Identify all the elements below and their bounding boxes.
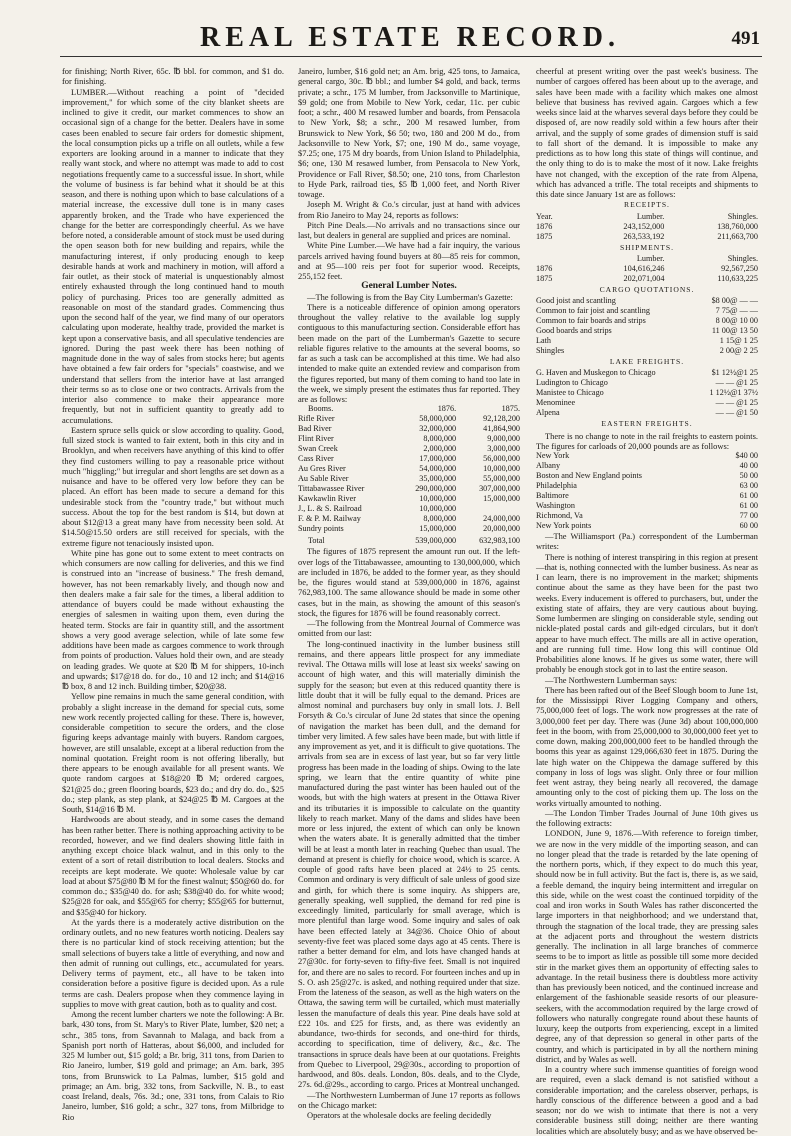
table-cell: Common to fair joist and scantling: [536, 306, 650, 315]
table-cell: 77 00: [739, 511, 758, 520]
table-row: [536, 451, 758, 461]
table-header-cell: Year.: [536, 211, 553, 221]
table-row: [536, 346, 758, 356]
table-cell: 2 00@ 2 25: [719, 346, 758, 355]
table-cell: 8,000,000: [423, 514, 457, 524]
column-1: [62, 66, 284, 1122]
section-heading: General Lumber Notes.: [361, 281, 457, 292]
table-cell: — — @1 25: [715, 398, 758, 408]
table-row: [298, 444, 520, 454]
table-row: [536, 521, 758, 531]
shipments-table: [536, 254, 758, 284]
paragraph: Pitch Pine Deals.—No arrivals and no transactions since our last, but dealers in general are supplied and prices are nominal.: [298, 219, 520, 240]
paragraph: There is nothing of interest transpiring in this region at present—that is, nothing connected with the lumber business. As near as I can learn, there is no improvement in the market; shipments continue about the same as they have been for the past two weeks. Every inducement is offered to purchasers, but, under the existing state of affairs, they are very cautious about buying. Some lumbermen are slinging on considerable style, sending out nickle-plated postal cards and gilt-edged circulars, but it don't appear to have much effect. The mills are all in active operation, and are running full time. How long this will continue Old Probabilities alone knows. If he gives us some water, there will probably be enough stock got in to last the entire season.: [536, 551, 758, 675]
paragraph: Among the recent lumber charters we note the following: A Br. bark, 430 tons, from St. Mary's to River Plate, lumber, $20 net; a schr., 385 tons, from Savannah to Malaga, and back from a Spanish port north of Hatteras, about $6,000, and included for 325 M lumber out, $15 gold; a Br. brig, 311 tons, from Darien to Rio Janeiro, lumber, $19 gold and primage; an Am. bark, 395 tons, from Brunswick to La Palmas, lumber, $15 gold and primage; an Am. brig, 332 tons, from Sackville, N. B., to east coast Ireland, deals, 76s. 3d.; one, 331 tons, from Calais to Rio Janeiro, lumber, $16 gold; a schr., 327 tons, from Milbridge to Rio: [62, 1009, 284, 1122]
table-row: [536, 511, 758, 521]
table-cell: Richmond, Va: [536, 511, 583, 520]
table-row: [298, 434, 520, 444]
table-cell: Au Gres River: [298, 464, 346, 474]
paragraph: Operators at the wholesale docks are feeling decidedly: [307, 1110, 492, 1120]
table-cell: New York points: [536, 521, 592, 530]
table-row: [536, 461, 758, 471]
table-row: [536, 232, 758, 242]
lake-table-body: [536, 368, 758, 418]
table-header-cell: 1875.: [501, 404, 520, 414]
cargo-table-body: [536, 296, 758, 356]
paragraph: —The London Timber Trades Journal of June 10th gives us the following extracts:: [536, 807, 758, 828]
table-cell: Swan Creek: [298, 444, 338, 454]
paragraph: —The following is from the Bay City Lumberman's Gazette:: [307, 291, 513, 302]
paragraph: —The following from the Montreal Journal of Commerce was omitted from our last:: [298, 618, 520, 639]
table-cell: 8 00@ 10 00: [715, 316, 758, 325]
paragraph: White Pine Lumber.—We have had a fair inquiry, the various parcels arrived having found buyers at 80—85 reis for common, and at 95—100 reis per foot for superior wood. Receipts, 255,152 feet.: [298, 240, 520, 281]
table-header-cell: Booms.: [308, 404, 334, 414]
table-cell: 61 00: [739, 501, 758, 510]
table-cell: Baltimore: [536, 491, 569, 500]
table-cell: 60 00: [739, 521, 758, 530]
paragraph: —The Northwestern Lumberman says:: [545, 674, 677, 685]
table-cell: [456, 504, 520, 514]
table-row: [298, 524, 520, 534]
cargo-table: [536, 296, 758, 356]
table-cell: 50 00: [739, 471, 758, 480]
paragraph: There has been rafted out of the Beef Slough boom to June 1st, for the Mississippi River Logging Company and others, 75,000,000 feet of logs. The work now progresses at the rate of 3,000,000 feet per day. There was (June 3d) about 100,000,000 feet in the boom, with from 25,000,000 to 30,000,000 feet yet to come down, making 200,000,000 feet to be handled through the booms this year as against 129,066,630 feet in 1875. During the late high water on the Chippewa the damage suffered by this company in loss of logs was slight. Only three or four million feet went astray, they being nearly all recovered, the damage amounting only to the cost of picking them up. The loss on the works virtually amounted to nothing.: [536, 684, 758, 808]
table-row: [298, 504, 520, 514]
table-row: [536, 222, 758, 232]
paragraph: Joseph M. Wright & Co.'s circular, just at hand with advices from Rio Janeiro to May 24, reports as follows:: [298, 199, 520, 220]
table-cell: J., L. & S. Railroad: [298, 504, 362, 514]
table-cell: 1876: [536, 263, 553, 273]
table-cell: 40 00: [739, 461, 758, 470]
table-row: [298, 484, 520, 494]
paragraph: cheerful at present writing over the past week's business. The number of cargoes offered has been about up to the average, and sales have been made with a facility which makes one almost believe that business has revived again. Cargoes which a few weeks since laid at the wharves several days before they could be disposed of, are now readily sold within a few hours after their arrival, and the supply of some grades of dimension stuff is said to fall short of the demand. It is impossible to make any predictions as to how long this state of things will continue, and the only thing to do is to make the most of it now. Lake freights have not changed, with the exception of the rate from Alpena, which has advanced a trifle. The total receipts and shipments to this date since January 1st are as follows:: [536, 66, 758, 199]
table-cell: Au Sable River: [298, 474, 349, 484]
table-cell: 10,000,000: [483, 464, 520, 474]
booms-table-body: [298, 414, 520, 534]
table-cell: 632,983,100: [479, 536, 520, 546]
table-cell: 92,128,200: [483, 414, 520, 424]
table-cell: 290,000,000: [415, 484, 457, 494]
table-total-row: [298, 534, 520, 546]
table-cell: Philadelphia: [536, 481, 577, 490]
lake-heading: LAKE FREIGHTS.: [609, 357, 685, 366]
receipts-table-body: [536, 222, 758, 242]
table-cell: $40 00: [735, 451, 758, 460]
table-cell: Albany: [536, 461, 561, 470]
table-cell: 32,000,000: [419, 424, 457, 434]
table-cell: Tittabawassee River: [298, 484, 365, 494]
table-cell: Alpena: [536, 408, 560, 418]
table-cell: 9,000,000: [487, 434, 520, 444]
paragraph: LONDON, June 9, 1876.—With reference to foreign timber, we are now in the very middle of the importing season, and can no longer plead that the trade is retarded by the late opening of the northern ports, which, if they expect to do much this year, should now be in full activity. But the fact is, there is, as we said, a feeble demand, the inquiry being intermittent and irregular on this side, while on the west coast the continued torpidity of the coal and iron works in South Wales has rather disconcerted the large importers in that neighborhood; and we understand that, through the stagnation of the local trade, they are pressing sales at the adjacent ports and throughout the western districts generally. The inclination in all large branches of commerce seems to be to import as little as possible till some more decided stir in the market gives them an opportunity of effecting sales to advantage. In the retail business there is doubtless more activity than has previously been noticed, and the continued increase and enlargement of the fashionable seaside resorts of our pleasure-seekers, with the accommodation required by the large crowd of followers who naturally congregate round about these haunts of luxury, keep the outports from experiencing, except in a limited degree, any of that depression so general in other parts of the country, and which is participated in by all the northern mining district, and by Wales as well.: [536, 828, 758, 1064]
paragraph: There is a noticeable difference of opinion among operators throughout the valley relative to the available log supply contiguous to this manufacturing section. Considerable effort has been made on the part of the Lumberman's Gazette to secure reliable figures relative to the amounts at the several booms, so far as such a task can be accomplished at this time. We had also intended to make quite an extended review and comparison from the figures reported, but many of them coming to hand too late in the week, we simply present the estimates thus far reported. They are as follows:: [298, 301, 520, 404]
table-cell: 35,000,000: [419, 474, 457, 484]
table-cell: 11 00@ 13 50: [711, 326, 758, 335]
table-cell: Manistee to Chicago: [536, 388, 604, 398]
table-header-cell: Lumber.: [636, 211, 665, 221]
eastern-table: [536, 451, 758, 531]
table-row: [536, 336, 758, 346]
table-cell: Washington: [536, 501, 575, 510]
paragraph: Hardwoods are about steady, and in some cases the demand has been rather better. There is nothing approaching activity to be recorded, however, and we find dealers showing little faith in anything except choice black walnut, and in this only to the extent of a sort of retail distribution to local dealers. Stocks and receipts are kept moderate. We quote: Wholesale value by car load at about $75@80 ℔ M for the finest walnut; $50@60 do. for common do.; $35@40 do. for ash; $38@40 do. for white wood; $25@28 for oak, and $55@65 for cherry; $55@65 for butternut, and $35@40 for hickory.: [62, 814, 284, 917]
table-cell: 54,000,000: [419, 464, 457, 474]
masthead-title: REAL ESTATE RECORD.: [200, 22, 620, 53]
table-row: [536, 296, 758, 306]
table-row: [536, 491, 758, 501]
paragraph: for finishing; North River, 65c. ℔ bbl. for common, and $1 do. for finishing.: [62, 66, 284, 87]
table-header-row: [536, 254, 758, 264]
table-cell: Cass River: [298, 454, 334, 464]
table-cell: $8 00@ — —: [711, 296, 758, 305]
table-cell: Shingles: [536, 346, 565, 355]
table-row: [298, 514, 520, 524]
table-cell: 7 75@ — —: [715, 306, 758, 315]
table-row: [536, 398, 758, 408]
table-cell: $1 12½@1 25: [711, 368, 758, 378]
table-cell: Good joist and scantling: [536, 296, 616, 305]
table-row: [536, 378, 758, 388]
paragraph: There is no change to note in the rail freights to eastern points. The figures for carloads of 20,000 pounds are as follows:: [536, 430, 758, 451]
table-cell: 263,533,192: [623, 231, 665, 241]
table-row: [298, 414, 520, 424]
table-cell: 539,000,000: [415, 536, 457, 546]
paragraph: In a country where such immense quantities of foreign wood are required, even a slack demand is not satisfied without a considerable importation; and the careless observer, perhaps, is hardly conscious of the difference between a good and a bad season; nor do we wish to intimate that there is not a very considerable business still doing; neither are there wanting localities which are absolutely busy; and as we have observed be-: [536, 1064, 758, 1136]
table-row: [536, 316, 758, 326]
table-header-cell: [536, 254, 570, 264]
paragraph: Janeiro, lumber, $16 gold net; an Am. brig, 425 tons, to Jamaica, general cargo, 30c. ℔ bbl.; and lumber $4 gold, and back, terms private; a schr., 175 M lumber, from Jacksonville to Martinique, $9 gold; one from Mobile to New York, cedar, 11c. per cubic foot; a schr., 400 M resawed lumber and boards, from Pensacola to New York, $8; a schr., 200 M resawed lumber, from Brunswick to New York, $6 50; two, 180 and 200 M do., from Jacksonville to New York, $7; one, 190 M do., same voyage, $7.25; one, 175 M dry boards, from Union Island to Philadelphia, $6; one, 130 M resawed lumber, from Pensacola to New York, Providence or Fall River, $8.50; one, 210 tons, from Charleston to Hyde Park, railroad ties, $5 ℔ 1,000 feet, and North River towage.: [298, 66, 520, 199]
table-header-cell: 1876.: [437, 404, 457, 414]
shipments-table-body: [536, 264, 758, 284]
table-cell: 307,000,000: [479, 484, 520, 494]
table-cell: 104,616,246: [623, 263, 665, 273]
table-cell: 92,567,250: [721, 263, 758, 273]
table-cell: Common to fair boards and strips: [536, 316, 646, 325]
table-cell: 138,760,000: [717, 221, 758, 231]
table-row: [536, 306, 758, 316]
table-cell: Rifle River: [298, 414, 335, 424]
table-row: [536, 388, 758, 398]
table-header-cell: Lumber.: [636, 253, 665, 263]
shipments-heading: SHIPMENTS.: [619, 242, 675, 252]
paragraph: The long-continued inactivity in the lumber business still remains, and there appears little prospect for any immediate revival. The Ottawa mills will lose at least six weeks' sawing on account of high water, and this will materially diminish the supply for the season; but even at this reduced quantity there is little doubt that it will be fully equal to the demand. Prices are almost nominal and purchasers buy only in small lots. J. Bell Forsyth & Co.'s circular of June 2d states that since the opening of navigation the market has been dull, and the demand for timber very limited. A few sales have been made, but with little if any improvement as yet, and it is difficult to give quotations. The arrivals from sea are in excess of last year, but so far very little progress has been made in the loading of ships. Owing to the late spring, we learn that the entire quantity of white pine manufactured during the past winter has been hauled out of the woods, but with the high waters at present in the Ottawa River and its tributaries it is impossible to calculate on the quantity likely to reach market. Many of the dams and slides have been more or less injured, the extent of which can only be known when the waters abate. It is generally admitted that the timber will be at least a month later in reaching Quebec than usual. The demand at present is chiefly for choice wood, which is scarce. A couple of good rafts have been placed at 24½ to 25 cents. Common and ordinary is very difficult of sale unless of good size and girth, for which there is some inquiry. As shippers are, generally speaking, well supplied, the demand for red pine is exceedingly limited, particularly for small average, which is more plentiful than large wood. Some inquiry and sales of oak have been effected lately at 34@36. Choice Ohio of about seventy-five feet was placed some days ago at 45 cents. There is rather a better demand for elm, and lots have changed hands at 27@30c. for forty-seven to fifty-five feet. Small is not inquired for, and there are no sales to record. For fourteen inches and up in S. O. ash 25@27c. is asked, and nothing required under that size. From the lateness of the season, as well as the high waters on the Ottawa, the sawing term will be curtailed, which must materially lessen the manufacture of deals this year. Pine deals have sold at £22 10s. and £25 for firsts, and, as there was evidently an abundance, two-thirds for seconds, and one-third for thirds, according to specification, time of delivery, &c., &c. The transactions in spruce deals have been at our quotations. Freights from Quebec to Liverpool, 29@30s., according to proportion of hardwood, and 80s. deals. London, 80s. deals, and to the Clyde, 27s. 6d.@29s., according to cargo. Prices at Montreal unchanged.: [298, 638, 521, 1090]
table-cell: 1 12½@1 37½: [709, 388, 758, 398]
header-rule: [60, 56, 762, 57]
table-cell: 3,000,000: [487, 444, 520, 454]
table-row: [298, 464, 520, 474]
column-2: [298, 66, 521, 1120]
table-cell: 1875: [536, 273, 553, 283]
table-cell: Ludington to Chicago: [536, 378, 608, 388]
table-cell: Good boards and strips: [536, 326, 612, 335]
table-cell: New York: [536, 451, 570, 460]
paragraph: Eastern spruce sells quick or slow according to quality. Good, full sized stock is wanted to fair extent, both in this city and in Brooklyn, and when receivers have anything of this kind to offer they find customers willing to pay a reasonable price without much "higgling;" but irregular and short lengths are set down as a nuisance and have to be offered very low before they can be placed. An effort has been made to secure a demand for this undesirable stock from the "country trade," but without much success. About the top for the best random is $14, but down at about $12@13 a great many have from necessity been sold. At $14.50@15.50 orders are still received for specials, with the extreme figure not tenaciously insisted upon.: [62, 424, 284, 548]
table-cell: Total: [308, 536, 325, 546]
paragraph: White pine has gone out to some extent to meet contracts on which consumers are now calling for deliveries, and this we find is construed into an "increase of business." The fresh demand, however, has not been remarkably lively, and though now and then dealers make a fair sale for the times, a liberal addition to attendance of buyers could be made without exhausting the energies of salesmen in waiting upon them, even during the heated term. Stocks are fair in quantity still, and the assortment shows a very good average selection, while of late some few additions have been made as cargoes commence to work through from points of production. Values hold their own, and are steady on leading grades. We quote at $20 ℔ M for shippers, 10-inch and upwards; $17@18 do. for do., 10 and 12 inch; and $14@16 ℔ box, 8 and 12 inch. Building timber, $20@38.: [62, 547, 284, 691]
table-cell: 24,000,000: [483, 514, 520, 524]
table-row: [298, 494, 520, 504]
table-cell: 243,152,000: [623, 221, 665, 231]
table-cell: 55,000,000: [483, 474, 520, 484]
table-row: [536, 501, 758, 511]
receipts-table: [536, 212, 758, 242]
table-cell: Bad River: [298, 424, 332, 434]
table-cell: 211,663,700: [717, 231, 758, 241]
table-header-row: [298, 404, 520, 414]
table-row: [298, 454, 520, 464]
table-cell: 15,000,000: [419, 524, 457, 534]
paragraph: The figures of 1875 represent the amount run out. If the left-over logs of the Tittabawassee, amounting to 130,000,000, which are included in 1876, be added to the former year, as they should be, the figures would stand at 539,000,000 in 1876, against 762,983,100. The same allowance should be made in some other cases, but in the main, as showing the amount of this season's stock, the figures for 1876 will be found reasonably correct.: [298, 546, 520, 618]
table-cell: 1875: [536, 231, 553, 241]
paragraph: At the yards there is a moderately active distribution on the ordinary outlets, and no new features worth noticing. Dealers say there is no particular kind of stock receiving attention; but the small selections of buyers take a little of everything, and now and then admit of running out cullings, etc., accumulated for years. Delivery terms of payment, etc., all have to be taken into consideration before a positive figure is decided upon. As a rule terms are cash. Dealers propose when they commence laying in supplies to move with great caution, both as to quality and cost.: [62, 916, 284, 1009]
table-row: [536, 274, 758, 284]
eastern-heading: EASTERN FREIGHTS.: [601, 419, 693, 429]
column-3: [536, 66, 758, 1136]
table-row: [536, 481, 758, 491]
table-cell: 41,864,900: [483, 424, 520, 434]
table-cell: 2,000,000: [423, 444, 457, 454]
table-cell: F. & P. M. Railway: [298, 514, 361, 524]
table-cell: Flint River: [298, 434, 334, 444]
table-cell: Lath: [536, 336, 552, 345]
paragraph: Yellow pine remains in much the same general condition, with probably a slight increase in the demand for special cuts, some new work recently projected calling for these. There is, however, considerable competition to secure the orders, and the close figuring keeps advantage mainly with buyers. Random cargoes, however, are still unsalable, except at a liberal reduction from the nominal quotation. Freight room is not offering liberally, but there appears to be enough available for all present wants. We quote random cargoes at $18@20 ℔ M; ordered cargoes, $21@25 do.; green flooring boards, $23 do.; and dry do. do., $25 do.; step plank, as step plank, at $24@25 ℔ M. Cargoes at the South, $14@16 ℔ M.: [62, 691, 284, 814]
table-cell: 110,633,225: [717, 273, 758, 283]
table-row: [298, 474, 520, 484]
table-row: [536, 471, 758, 481]
table-cell: 20,000,000: [483, 524, 520, 534]
lake-table: [536, 368, 758, 418]
paragraph: LUMBER.—Without reaching a point of "decided improvement," for which some of the city blanket sheets are inclined to give it credit, our market commences to show an occasional sign of a change for the better. Dealers have in some cases been enabled to secure fair orders for domestic shipment, the local consumption picks up a trifle on all outlets, while a few exporters are looking around in a manner to indicate that they really want stock, and where no attempt was made to add to cost negotiations frequently came to a successful issue. In short, while the volume of business is far behind what it should be at this season, and there is nothing upon which to base calculations of a material increase, the excessive dull tone is in many cases apparently broken, and the Trade who have experienced the change for the better are correspondingly cheerful. As we have before noted, a considerable amount of stock must be used during the open season both for new building and repairs, while the manufacturing interest, if only producing enough to keep desirable hands at work and machinery in motion, will afford a fair outlet, as their stock of material is unquestionably almost entirely exhausted through the long continued hand to mouth policy of purchasing. Prices too are generally admitted as reasonable on most of the standard grades. Commencing thus upon the second half of the year, we find many of our operators calculating upon moderate, healthy trade, provided the market is kept upon a conservative basis, and all speculative tendencies are ignored. During the past week there has been nothing of magnitude done in the way of sales from stocks here; but agents have obtained a few fair orders for "specials" coastwise, and we understand that sellers from the interior have at last arranged their terms so as to close one or two contracts. Arrivals from the interior also commence to make their appearance more frequently, but not in sufficient quantity to greatly add to accumulations.: [62, 86, 284, 425]
table-cell: 56,000,000: [483, 454, 520, 464]
table-cell: G. Haven and Muskegon to Chicago: [536, 368, 656, 378]
cargo-heading: CARGO QUOTATIONS.: [599, 284, 695, 294]
table-cell: 10,000,000: [419, 494, 457, 504]
table-header-row: [536, 212, 758, 222]
table-cell: 202,071,004: [623, 273, 665, 283]
table-cell: Sundry points: [298, 524, 344, 534]
table-row: [298, 424, 520, 434]
table-cell: 58,000,000: [419, 414, 457, 424]
table-cell: 63 00: [739, 481, 758, 490]
table-cell: 1876: [536, 221, 553, 231]
table-cell: 61 00: [739, 491, 758, 500]
table-cell: 17,000,000: [419, 454, 457, 464]
table-header-cell: Shingles.: [727, 253, 758, 263]
table-cell: 15,000,000: [483, 494, 520, 504]
table-cell: Kawkawlin River: [298, 494, 356, 504]
table-row: [536, 408, 758, 418]
page-header: [60, 22, 760, 56]
table-cell: Boston and New England points: [536, 471, 642, 480]
table-row: [536, 264, 758, 274]
table-cell: 1 15@ 1 25: [719, 336, 758, 345]
paragraph: —The Williamsport (Pa.) correspondent of the Lumberman writes:: [536, 531, 758, 552]
table-row: [536, 326, 758, 336]
booms-table: [298, 404, 520, 546]
paragraph: —The Northwestern Lumberman of June 17 reports as follows on the Chicago market:: [298, 1089, 520, 1110]
table-cell: Menominee: [536, 398, 576, 408]
eastern-table-body: [536, 451, 758, 531]
receipts-heading: RECEIPTS.: [624, 200, 670, 210]
table-cell: — — @1 25: [715, 378, 758, 388]
table-row: [536, 368, 758, 378]
table-cell: 10,000,000: [419, 504, 457, 514]
page-number: 491: [731, 28, 760, 49]
table-cell: 8,000,000: [423, 434, 457, 444]
table-cell: — — @1 50: [715, 408, 758, 418]
table-header-cell: Shingles.: [727, 211, 758, 221]
